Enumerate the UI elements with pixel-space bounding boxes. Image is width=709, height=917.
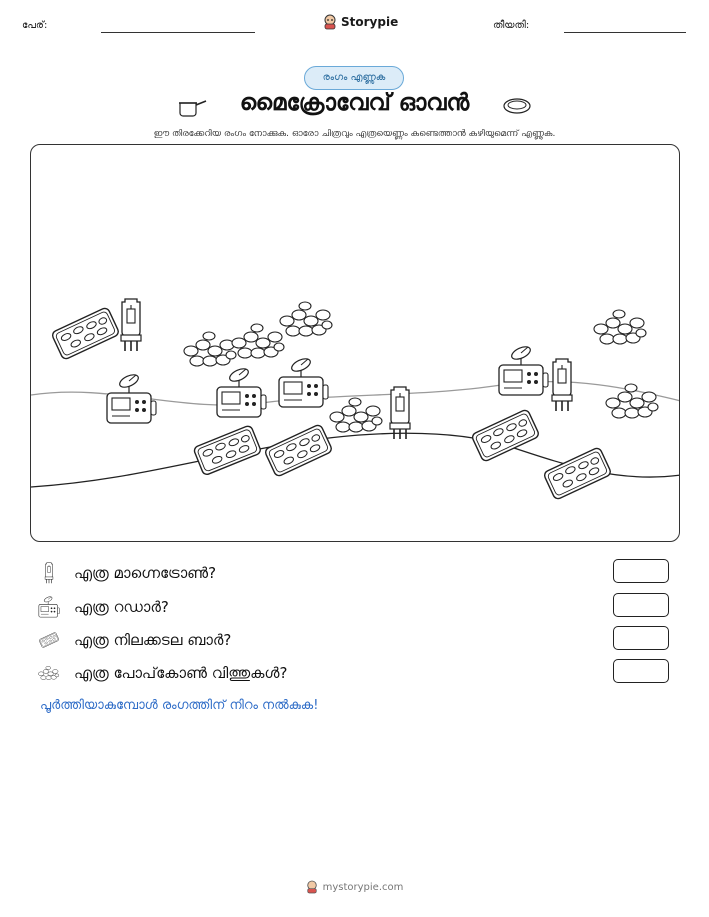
popcorn: [606, 384, 658, 418]
magnetron: [390, 387, 410, 439]
peanut-bar: [471, 409, 540, 462]
peanut-bar: [193, 425, 262, 476]
answer-box-magnetron[interactable]: [613, 559, 669, 583]
bowl-icon: [502, 96, 532, 116]
footer: [0, 880, 709, 894]
name-label: പേര്:: [22, 20, 48, 31]
popcorn: [280, 302, 332, 336]
question-text: എത്ര മാഗ്നെട്രോൺ?: [74, 564, 217, 582]
brand-name: Storypie: [341, 15, 399, 29]
question-magnetron: [38, 562, 678, 588]
popcorn: [232, 324, 284, 358]
magnetron-icon: [38, 562, 60, 584]
popcorn: [594, 310, 646, 344]
answer-box-peanut-bar[interactable]: [613, 626, 669, 650]
storypie-logo-icon: [323, 14, 337, 30]
answer-box-radar[interactable]: [613, 593, 669, 617]
radar: [279, 356, 328, 407]
popcorn-icon: [38, 662, 60, 684]
question-radar: [38, 596, 678, 622]
activity-badge: രംഗം എണ്ണുക: [304, 66, 404, 90]
question-text: എത്ര പോപ്‌കോൺ വിത്തുകൾ?: [74, 664, 288, 682]
name-line: [101, 32, 255, 33]
answer-box-popcorn[interactable]: [613, 659, 669, 683]
peanut-bar: [264, 424, 333, 477]
radar: [107, 372, 156, 423]
question-text: എത്ര നിലക്കടല ബാർ?: [74, 631, 232, 649]
radar: [499, 344, 548, 395]
peanut-bar: [51, 307, 120, 360]
magnetron: [552, 359, 572, 411]
question-text: എത്ര റഡാർ?: [74, 598, 169, 616]
date-line: [564, 32, 686, 33]
footer-url[interactable]: mystorypie.com: [322, 881, 404, 893]
page-title: മൈക്രോവേവ് ഓവൻ: [239, 90, 470, 116]
finish-instruction: പൂർത്തിയാകുമ്പോൾ രംഗത്തിന് നിറം നൽകുക!: [40, 698, 319, 713]
date-label: തീയതി:: [493, 20, 530, 31]
question-popcorn: [38, 662, 678, 688]
popcorn: [330, 398, 382, 432]
brand-logo: [323, 14, 398, 30]
peanut-bar: [543, 447, 612, 500]
counting-scene: [30, 144, 680, 542]
magnetron: [121, 299, 141, 351]
radar: [217, 366, 266, 417]
storypie-logo-icon: [306, 880, 318, 894]
peanut-bar-icon: [38, 629, 60, 651]
instructions: ഈ തിരക്കേറിയ രംഗം നോക്കുക. ഓരോ ചിത്രവും എത്രയെണ്ണം കണ്ടെത്താൻ കഴിയുമെന്ന് എണ്ണുക.: [153, 129, 556, 139]
radar-icon: [38, 596, 60, 618]
question-peanut-bar: [38, 629, 678, 655]
popcorn: [184, 332, 236, 366]
